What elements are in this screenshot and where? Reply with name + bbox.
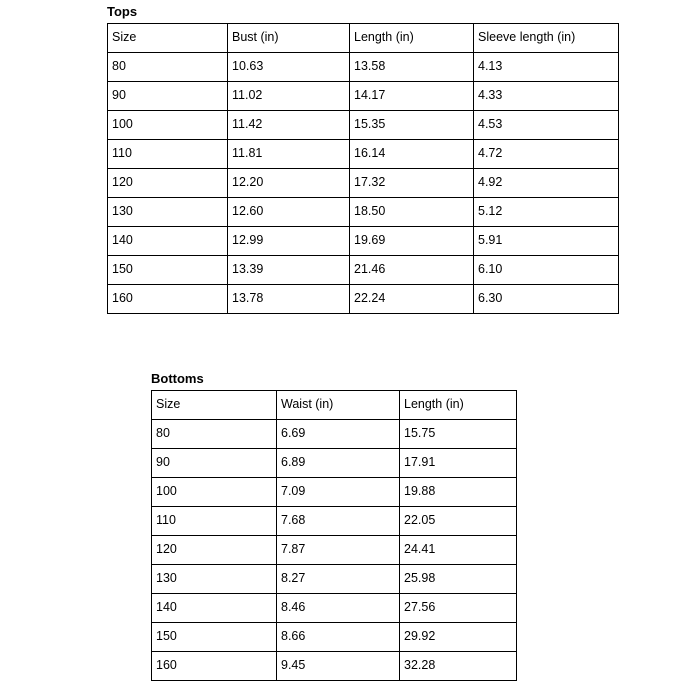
- cell-length: 21.46: [350, 256, 474, 285]
- table-row: [152, 623, 517, 652]
- cell-waist: 6.89: [277, 449, 400, 478]
- tops-title: Tops: [107, 4, 138, 19]
- cell-sleeve-length: 4.33: [474, 82, 619, 111]
- table-row: [108, 82, 619, 111]
- column-header-length: Length (in): [350, 24, 474, 53]
- cell-waist: 7.87: [277, 536, 400, 565]
- cell-bust: 11.42: [228, 111, 350, 140]
- cell-size: 150: [108, 256, 228, 285]
- cell-length: 19.88: [400, 478, 517, 507]
- cell-length: 22.05: [400, 507, 517, 536]
- cell-bust: 12.60: [228, 198, 350, 227]
- cell-size: 140: [152, 594, 277, 623]
- tops-table-body: [108, 24, 619, 314]
- cell-size: 110: [152, 507, 277, 536]
- cell-length: 19.69: [350, 227, 474, 256]
- table-row: [152, 652, 517, 681]
- cell-size: 100: [108, 111, 228, 140]
- cell-bust: 10.63: [228, 53, 350, 82]
- cell-size: 140: [108, 227, 228, 256]
- cell-size: 100: [152, 478, 277, 507]
- cell-size: 130: [152, 565, 277, 594]
- cell-bust: 12.20: [228, 169, 350, 198]
- table-row: [108, 169, 619, 198]
- cell-bust: 13.78: [228, 285, 350, 314]
- cell-length: 29.92: [400, 623, 517, 652]
- table-row: [108, 140, 619, 169]
- cell-length: 27.56: [400, 594, 517, 623]
- cell-waist: 8.27: [277, 565, 400, 594]
- column-header-size: Size: [108, 24, 228, 53]
- table-row: [108, 53, 619, 82]
- table-row: [152, 565, 517, 594]
- cell-bust: 12.99: [228, 227, 350, 256]
- cell-waist: 7.68: [277, 507, 400, 536]
- cell-size: 90: [152, 449, 277, 478]
- cell-length: 15.35: [350, 111, 474, 140]
- cell-length: 22.24: [350, 285, 474, 314]
- cell-waist: 6.69: [277, 420, 400, 449]
- bottoms-size-chart: [151, 371, 517, 681]
- cell-bust: 11.02: [228, 82, 350, 111]
- cell-bust: 11.81: [228, 140, 350, 169]
- cell-waist: 7.09: [277, 478, 400, 507]
- cell-size: 130: [108, 198, 228, 227]
- cell-length: 17.32: [350, 169, 474, 198]
- tops-table: [107, 23, 619, 314]
- cell-waist: 9.45: [277, 652, 400, 681]
- table-row: [108, 198, 619, 227]
- cell-waist: 8.66: [277, 623, 400, 652]
- table-row: [108, 227, 619, 256]
- cell-sleeve-length: 6.30: [474, 285, 619, 314]
- cell-size: 160: [108, 285, 228, 314]
- column-header-length: Length (in): [400, 391, 517, 420]
- column-header-waist: Waist (in): [277, 391, 400, 420]
- cell-sleeve-length: 4.53: [474, 111, 619, 140]
- cell-bust: 13.39: [228, 256, 350, 285]
- cell-sleeve-length: 4.13: [474, 53, 619, 82]
- cell-size: 80: [152, 420, 277, 449]
- cell-length: 18.50: [350, 198, 474, 227]
- cell-size: 80: [108, 53, 228, 82]
- cell-size: 90: [108, 82, 228, 111]
- table-row: [152, 594, 517, 623]
- cell-sleeve-length: 4.72: [474, 140, 619, 169]
- cell-length: 16.14: [350, 140, 474, 169]
- cell-length: 24.41: [400, 536, 517, 565]
- table-row: [108, 285, 619, 314]
- table-row: [152, 420, 517, 449]
- table-header-row: [108, 24, 619, 53]
- column-header-size: Size: [152, 391, 277, 420]
- tops-size-chart: [107, 4, 619, 314]
- column-header-sleeve-length: Sleeve length (in): [474, 24, 619, 53]
- cell-sleeve-length: 5.12: [474, 198, 619, 227]
- cell-length: 15.75: [400, 420, 517, 449]
- cell-length: 17.91: [400, 449, 517, 478]
- cell-size: 120: [152, 536, 277, 565]
- table-row: [108, 256, 619, 285]
- cell-size: 160: [152, 652, 277, 681]
- table-row: [152, 507, 517, 536]
- cell-length: 32.28: [400, 652, 517, 681]
- cell-sleeve-length: 5.91: [474, 227, 619, 256]
- cell-size: 110: [108, 140, 228, 169]
- table-row: [152, 449, 517, 478]
- column-header-bust: Bust (in): [228, 24, 350, 53]
- cell-size: 120: [108, 169, 228, 198]
- cell-length: 25.98: [400, 565, 517, 594]
- cell-length: 13.58: [350, 53, 474, 82]
- bottoms-title: Bottoms: [151, 371, 204, 386]
- bottoms-table-body: [152, 391, 517, 681]
- cell-size: 150: [152, 623, 277, 652]
- cell-waist: 8.46: [277, 594, 400, 623]
- table-row: [152, 478, 517, 507]
- bottoms-table: [151, 390, 517, 681]
- cell-sleeve-length: 4.92: [474, 169, 619, 198]
- table-row: [108, 111, 619, 140]
- cell-sleeve-length: 6.10: [474, 256, 619, 285]
- table-header-row: [152, 391, 517, 420]
- table-row: [152, 536, 517, 565]
- cell-length: 14.17: [350, 82, 474, 111]
